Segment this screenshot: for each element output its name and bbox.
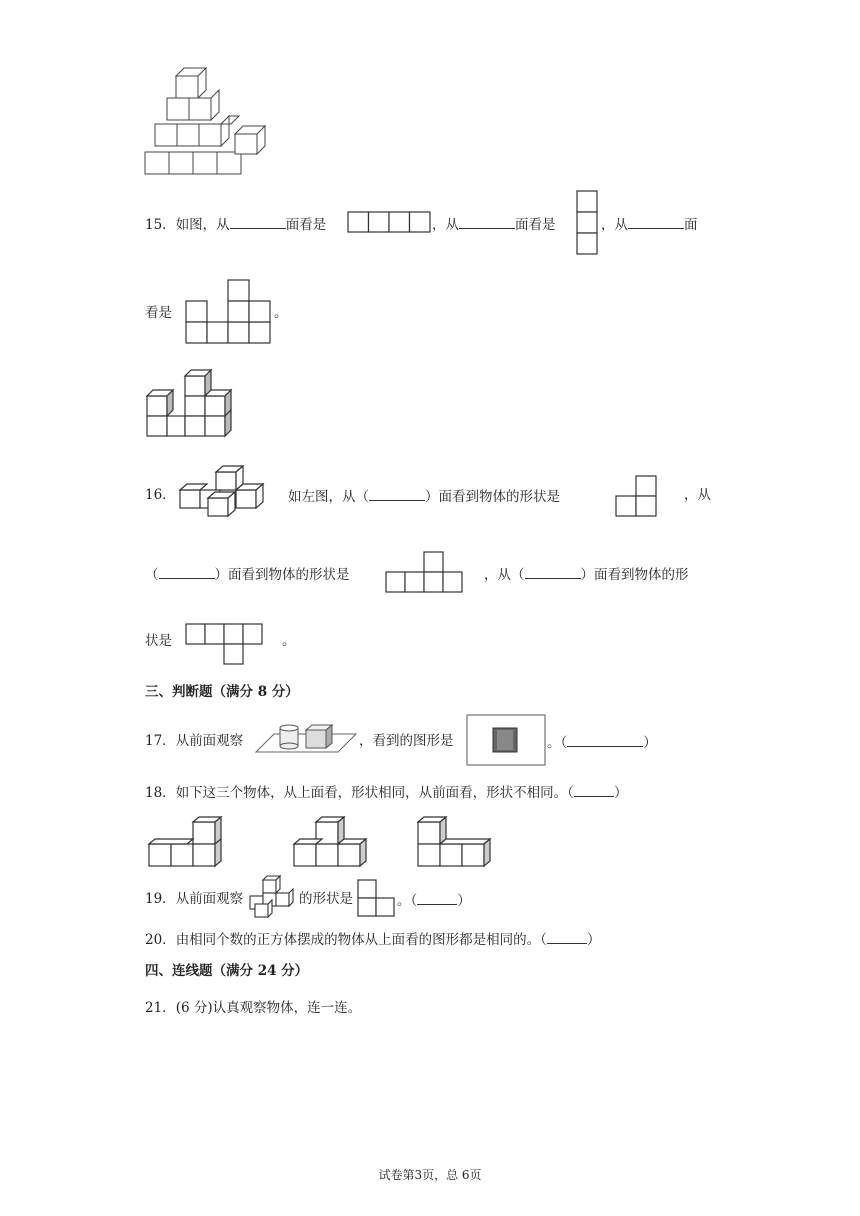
answer-blank[interactable] <box>547 929 587 944</box>
answer-blank[interactable] <box>369 486 425 501</box>
answer-blank[interactable] <box>417 890 457 905</box>
front-view-answer-box <box>466 714 546 766</box>
object-b-figure <box>290 814 370 872</box>
page-footer: 试卷第3页，总 6页 <box>378 1168 482 1182</box>
q15-cube-figure <box>143 366 235 438</box>
view-three-squares-small <box>356 878 398 918</box>
view-five-squares-shape <box>184 278 272 346</box>
view-top-t-shape <box>184 622 264 666</box>
view-five-squares-t <box>384 550 464 594</box>
answer-blank[interactable] <box>159 564 215 579</box>
question-number: 17． <box>145 733 176 749</box>
q16-cube-figure <box>176 462 270 520</box>
pyramid-cubes-figure <box>140 64 275 179</box>
view-four-squares-row <box>347 210 431 234</box>
question-number: 15． <box>145 217 176 233</box>
question-15-line1: 15．如图，从 面看是 <box>145 214 326 234</box>
object-c-figure <box>414 814 494 872</box>
question-number: 16． <box>145 487 176 503</box>
answer-blank[interactable] <box>230 214 286 229</box>
answer-blank[interactable] <box>574 782 614 797</box>
section-title-matching: 四、连线题（满分 24 分） <box>145 963 309 979</box>
object-a-figure <box>145 814 225 872</box>
answer-blank[interactable] <box>567 732 643 747</box>
question-number: 18． <box>145 785 176 801</box>
question-number: 21． <box>145 1000 176 1016</box>
answer-blank[interactable] <box>525 564 581 579</box>
answer-blank[interactable] <box>459 214 515 229</box>
view-three-squares-l <box>614 474 658 518</box>
q19-cube-figure <box>247 874 299 920</box>
question-number: 19． <box>145 891 176 907</box>
section-title-judgment: 三、判断题（满分 8 分） <box>145 684 299 700</box>
cylinder-cube-figure <box>254 718 358 756</box>
question-number: 20． <box>145 932 176 948</box>
answer-blank[interactable] <box>628 214 684 229</box>
view-three-squares-column <box>575 190 599 256</box>
